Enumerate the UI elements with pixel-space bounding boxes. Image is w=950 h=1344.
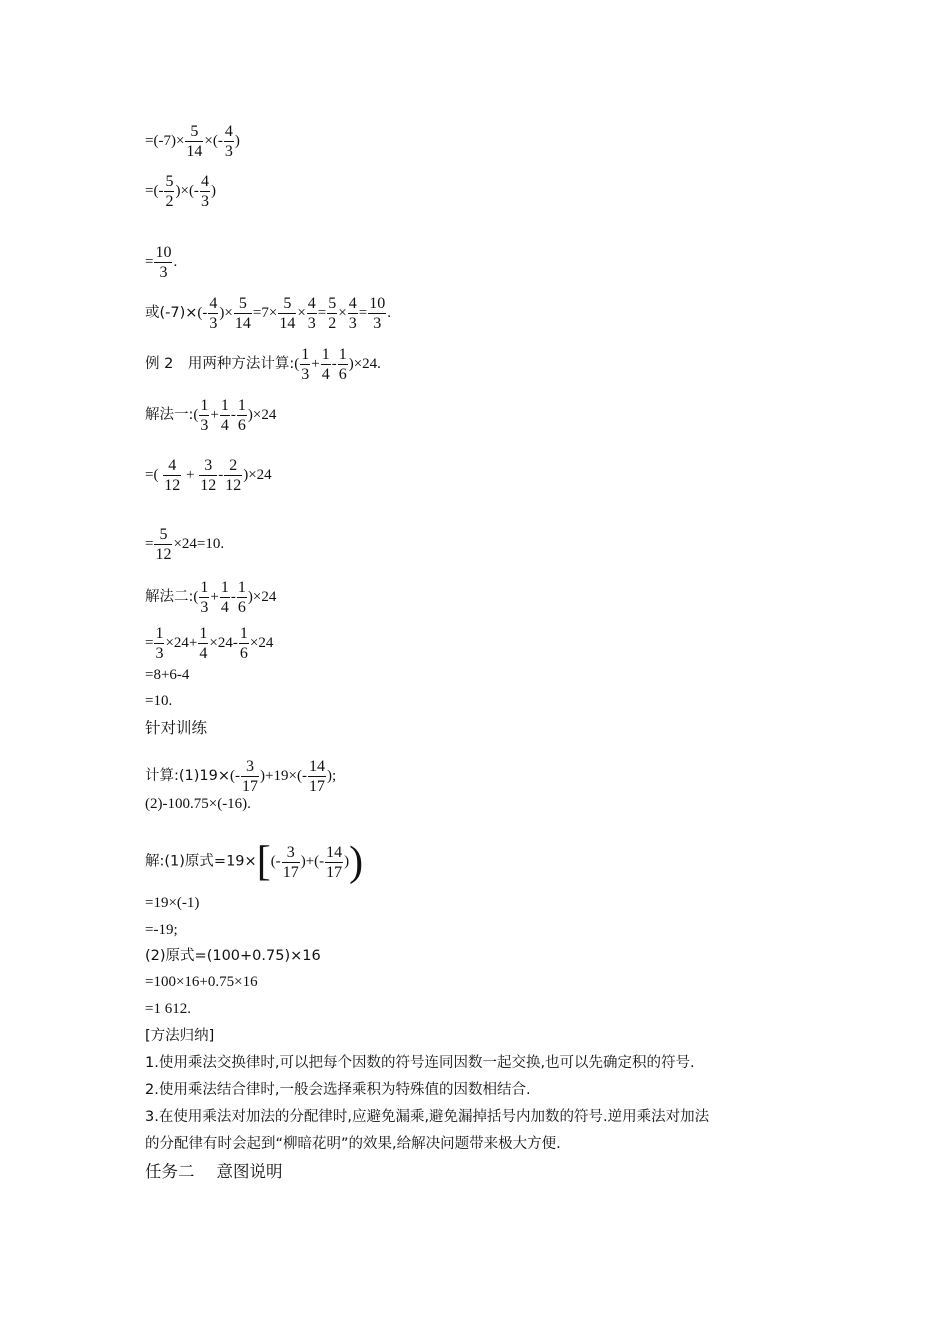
ex2-method1-line2: =( $\frac{4}{12}$ + $\frac{3}{12}$ - $\frac{2}{12}$ )×24	[145, 457, 272, 494]
fraction: $\frac{1}{6}$	[338, 346, 347, 383]
fraction: $\frac{1}{6}$	[239, 625, 248, 662]
practice-solution-2-line2: =100×16+0.75×16	[145, 974, 258, 990]
fraction: $\frac{1}{6}$	[237, 579, 246, 616]
fraction: $\frac{5}{14}$	[186, 123, 203, 160]
fraction: $\frac{1}{6}$	[237, 397, 246, 434]
fraction: $\frac{5}{2}$	[165, 173, 174, 210]
ex1-line-4: 或(-7)×(- $\frac{4}{3}$ )× $\frac{5}{14}$ =7× $\frac{5}{14}$ × $\frac{4}{3}$ = $\frac{5}{2}$ × $\frac{4}{3}$ = $\frac{10}{3}$ .	[145, 295, 391, 332]
fraction: $\frac{5}{12}$	[155, 526, 172, 563]
fraction: $\frac{14}{17}$	[326, 843, 343, 881]
ex2-title: 例 2 用两种方法计算:( $\frac{1}{3}$ + $\frac{1}{4}$ - $\frac{1}{6}$ )×24.	[145, 346, 381, 383]
fraction: $\frac{5}{2}$	[328, 295, 337, 332]
fraction: $\frac{3}{17}$	[242, 758, 259, 795]
summary-heading: [方法归纳]	[145, 1028, 215, 1044]
summary-point-2: 2.使用乘法结合律时,一般会选择乘积为特殊值的因数相结合.	[145, 1082, 531, 1098]
fraction: $\frac{5}{14}$	[234, 295, 251, 332]
fraction: $\frac{1}{3}$	[200, 397, 209, 434]
task2-heading	[145, 1162, 283, 1182]
fraction: $\frac{3}{12}$	[200, 457, 217, 494]
fraction: $\frac{14}{17}$	[308, 758, 325, 795]
practice-solution-1-line2: =19×(-1)	[145, 895, 200, 911]
fraction: $\frac{1}{3}$	[200, 579, 209, 616]
ex2-method1-line1: 解法一:( $\frac{1}{3}$ + $\frac{1}{4}$ - $\frac{1}{6}$ )×24	[145, 397, 277, 434]
fraction: $\frac{4}{3}$	[209, 295, 218, 332]
practice-q1: 计算:(1)19×(- $\frac{3}{17}$ )+19×(- $\frac{14}{17}$ );	[145, 758, 337, 795]
ex2-method2-line3: =8+6-4	[145, 667, 190, 683]
practice-solution-1-line3: =-19;	[145, 922, 178, 938]
task2-label: 任务二	[145, 1162, 195, 1181]
fraction: $\frac{4}{12}$	[164, 457, 181, 494]
fraction: $\frac{4}{3}$	[307, 295, 316, 332]
fraction: $\frac{2}{12}$	[225, 457, 242, 494]
practice-q2: (2)-100.75×(-16).	[145, 796, 251, 812]
fraction: $\frac{3}{17}$	[282, 843, 299, 881]
ex1-line-3: = $\frac{10}{3}$ .	[145, 244, 178, 281]
ex2-method2-line1: 解法二:( $\frac{1}{3}$ + $\frac{1}{4}$ - $\frac{1}{6}$ )×24	[145, 579, 277, 616]
task2-title: 意图说明	[216, 1162, 283, 1181]
fraction: $\frac{5}{14}$	[279, 295, 296, 332]
fraction: $\frac{1}{4}$	[199, 625, 208, 662]
fraction: $\frac{4}{3}$	[200, 173, 209, 210]
ex1-line-2: =(- $\frac{5}{2}$ )×(- $\frac{4}{3}$ )	[145, 173, 216, 210]
ex2-method2-line4: =10.	[145, 693, 173, 709]
practice-solution-2-line1: (2)原式=(100+0.75)×16	[145, 948, 321, 964]
fraction: $\frac{10}{3}$	[369, 295, 386, 332]
practice-heading: 针对训练	[145, 719, 208, 737]
ex2-method2-line2: = $\frac{1}{3}$ ×24+ $\frac{1}{4}$ ×24- $\frac{1}{6}$ ×24	[145, 625, 274, 662]
ex2-method1-line3: = $\frac{5}{12}$ ×24=10.	[145, 526, 225, 563]
practice-solution-1: 解:(1)原式=19×[(- $\frac{3}{17}$ )+(- $\frac{14}{17}$ ))	[145, 839, 364, 885]
fraction: $\frac{1}{4}$	[220, 579, 229, 616]
fraction: $\frac{1}{4}$	[321, 346, 330, 383]
ex1-line-1: =(-7)× $\frac{5}{14}$ ×(- $\frac{4}{3}$ )	[145, 123, 240, 160]
fraction: $\frac{4}{3}$	[224, 123, 233, 160]
fraction: $\frac{1}{3}$	[155, 625, 164, 662]
fraction: $\frac{4}{3}$	[348, 295, 357, 332]
summary-point-1: 1.使用乘法交换律时,可以把每个因数的符号连同因数一起交换,也可以先确定积的符号.	[145, 1055, 695, 1071]
practice-solution-2-line3: =1 612.	[145, 1001, 191, 1017]
fraction: $\frac{10}{3}$	[155, 244, 172, 281]
summary-point-3b: 的分配律有时会起到“柳暗花明”的效果,给解决问题带来极大方便.	[145, 1136, 561, 1152]
fraction: $\frac{1}{4}$	[220, 397, 229, 434]
fraction: $\frac{1}{3}$	[301, 346, 310, 383]
summary-point-3a: 3.在使用乘法对加法的分配律时,应避免漏乘,避免漏掉括号内加数的符号.逆用乘法对加法	[145, 1109, 710, 1125]
